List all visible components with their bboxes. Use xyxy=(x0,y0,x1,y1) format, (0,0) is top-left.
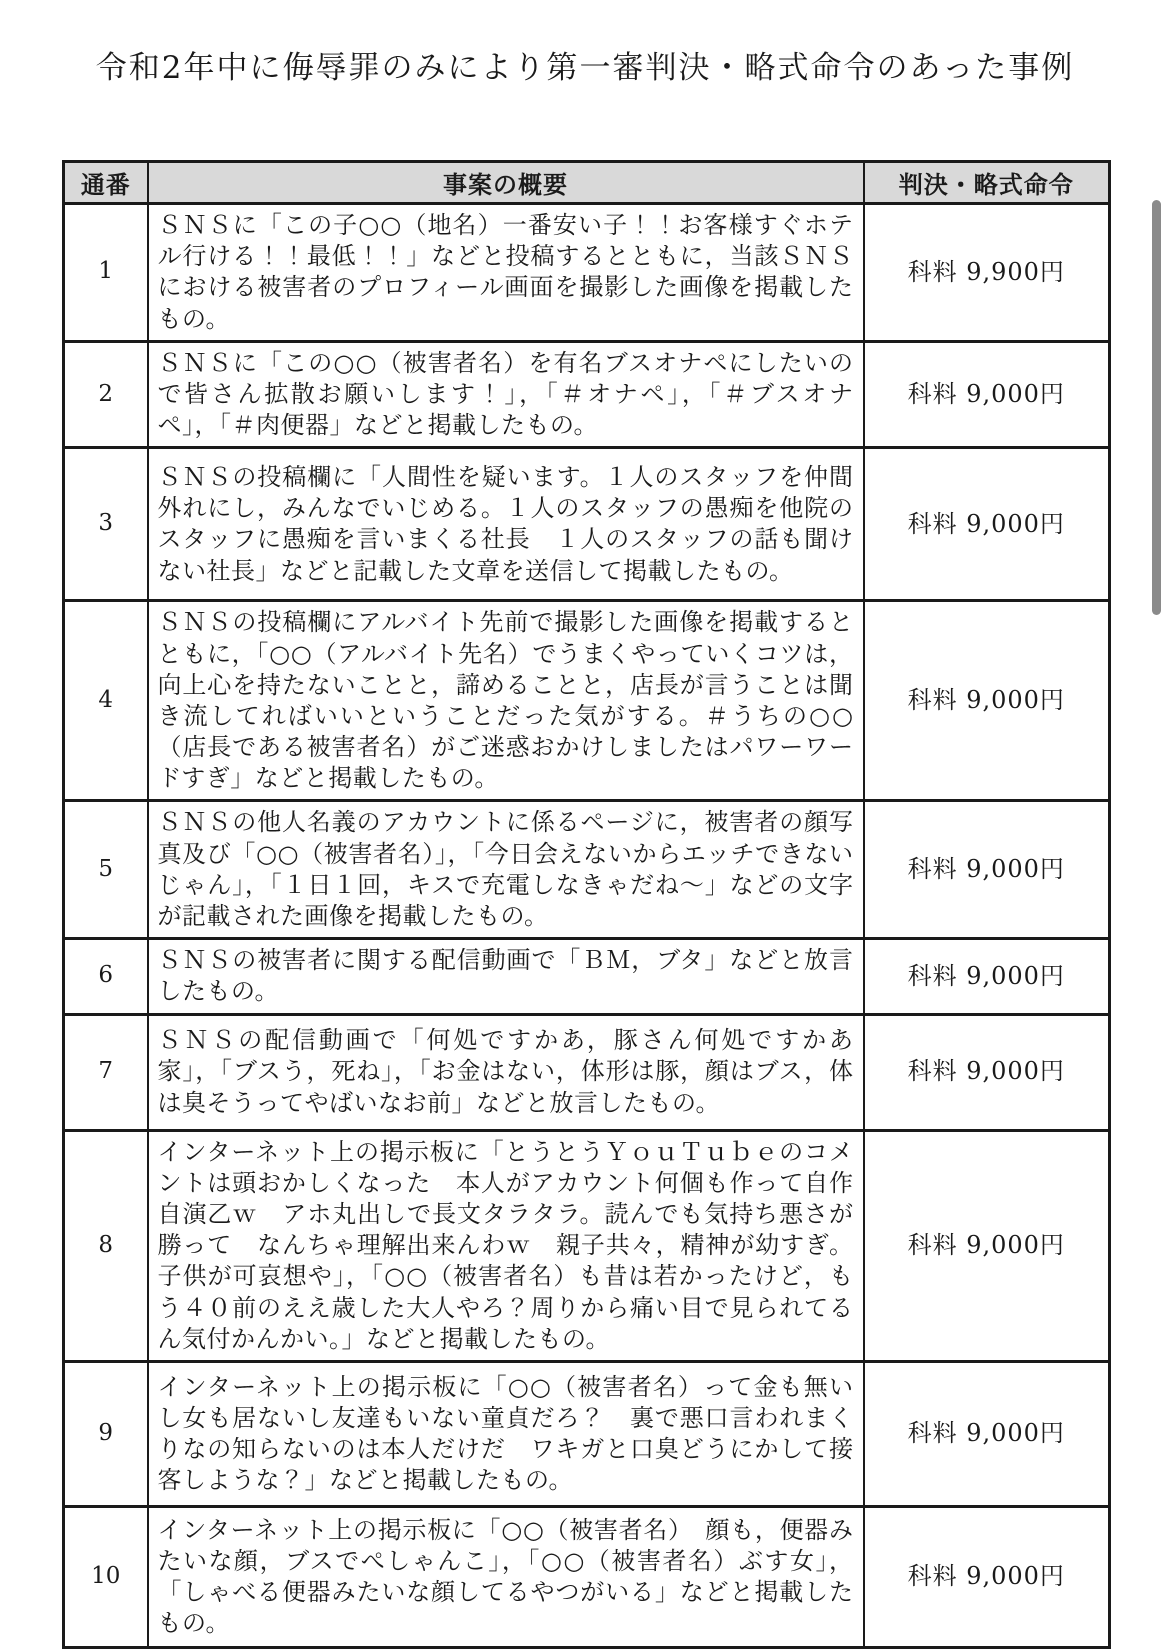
case-number: 3 xyxy=(64,448,148,601)
table-row xyxy=(64,1361,1110,1506)
table-row xyxy=(64,204,1110,342)
table-row xyxy=(64,1014,1110,1130)
table-body xyxy=(64,204,1110,1648)
case-number: 10 xyxy=(64,1506,148,1647)
case-number: 6 xyxy=(64,939,148,1014)
case-summary: ＳＮＳの他人名義のアカウントに係るページに，被害者の顔写真及び「○○（被害者名）」，「今日会えないからエッチできないじゃん」，「１日１回，キスで充電しなきゃだね～」などの文字が記載された画像を掲載したもの。 xyxy=(148,801,864,939)
case-summary: ＳＮＳに「この子○○（地名）一番安い子！！お客様すぐホテル行ける！！最低！！」などと投稿するとともに，当該ＳＮＳにおける被害者のプロフィール画面を撮影した画像を掲載したもの。 xyxy=(148,204,864,342)
case-number: 2 xyxy=(64,341,148,448)
header-judgment: 判決・略式命令 xyxy=(864,162,1110,204)
case-summary: ＳＮＳに「この○○（被害者名）を有名ブスオナペにしたいので皆さん拡散お願いします！」，「＃オナペ」，「＃ブスオナペ」，「＃肉便器」などと掲載したもの。 xyxy=(148,341,864,448)
case-summary: インターネット上の掲示板に「とうとうＹｏｕＴｕｂｅのコメントは頭おかしくなった 本人がアカウント何個も作って自作自演乙ｗ アホ丸出しで長文タラタラ。読んでも気持ち悪さが勝って なんちゃ理解出来んわｗ 親子共々，精神が幼すぎ。子供が可哀想や」，「○○（被害者名）も昔は若かったけど，もう４０前のええ歳した大人やろ？周りから痛い目で見られてるん気付かんかい。」などと掲載したもの。 xyxy=(148,1130,864,1361)
case-judgment: 科料 9,000円 xyxy=(864,1361,1110,1506)
cases-table xyxy=(62,160,1111,1649)
case-summary: ＳＮＳの被害者に関する配信動画で「ＢＭ，ブタ」などと放言したもの。 xyxy=(148,939,864,1014)
table-row xyxy=(64,1506,1110,1647)
case-judgment: 科料 9,000円 xyxy=(864,341,1110,448)
table-row xyxy=(64,341,1110,448)
case-judgment: 科料 9,000円 xyxy=(864,801,1110,939)
case-summary: インターネット上の掲示板に「○○（被害者名） 顔も，便器みたいな顔，ブスでぺしゃんこ」，「○○（被害者名）ぶす女」，「しゃべる便器みたいな顔してるやつがいる」などと掲載したもの。 xyxy=(148,1506,864,1647)
case-judgment: 科料 9,000円 xyxy=(864,1506,1110,1647)
case-judgment: 科料 9,000円 xyxy=(864,1130,1110,1361)
case-summary: インターネット上の掲示板に「○○（被害者名）って金も無いし女も居ないし友達もいない童貞だろ？ 裏で悪口言われまくりなの知らないのは本人だけだ ワキガと口臭どうにかして接客しような？」などと掲載したもの。 xyxy=(148,1361,864,1506)
page-title: 令和2年中に侮辱罪のみにより第一審判決・略式命令のあった事例 xyxy=(95,50,1075,86)
table-row xyxy=(64,939,1110,1014)
table-row xyxy=(64,601,1110,801)
case-number: 4 xyxy=(64,601,148,801)
vertical-scrollbar-thumb[interactable] xyxy=(1152,200,1161,615)
case-number: 9 xyxy=(64,1361,148,1506)
table-header xyxy=(64,162,1110,204)
table-row xyxy=(64,448,1110,601)
header-summary: 事案の概要 xyxy=(148,162,864,204)
case-judgment: 科料 9,000円 xyxy=(864,1014,1110,1130)
case-summary: ＳＮＳの投稿欄にアルバイト先前で撮影した画像を掲載するとともに，「○○（アルバイト先名）でうまくやっていくコツは，向上心を持たないことと，諦めることと，店長が言うことは聞き流してればいいということだった気がする。＃うちの○○（店長である被害者名）がご迷惑おかけしましたはパワーワードすぎ」などと掲載したもの。 xyxy=(148,601,864,801)
case-judgment: 科料 9,000円 xyxy=(864,601,1110,801)
case-number: 1 xyxy=(64,204,148,342)
case-summary: ＳＮＳの投稿欄に「人間性を疑います。１人のスタッフを仲間外れにし，みんなでいじめる。１人のスタッフの愚痴を他院のスタッフに愚痴を言いまくる社長 １人のスタッフの話も聞けない社長」などと記載した文章を送信して掲載したもの。 xyxy=(148,448,864,601)
case-judgment: 科料 9,000円 xyxy=(864,939,1110,1014)
case-number: 7 xyxy=(64,1014,148,1130)
table-row xyxy=(64,801,1110,939)
case-summary: ＳＮＳの配信動画で「何処ですかあ，豚さん何処ですかあ家」，「ブスう，死ね」，「お金はない，体形は豚，顔はブス，体は臭そうってやばいなお前」などと放言したもの。 xyxy=(148,1014,864,1130)
case-judgment: 科料 9,000円 xyxy=(864,448,1110,601)
header-number: 通番 xyxy=(64,162,148,204)
case-number: 8 xyxy=(64,1130,148,1361)
case-judgment: 科料 9,900円 xyxy=(864,204,1110,342)
table-row xyxy=(64,1130,1110,1361)
case-number: 5 xyxy=(64,801,148,939)
